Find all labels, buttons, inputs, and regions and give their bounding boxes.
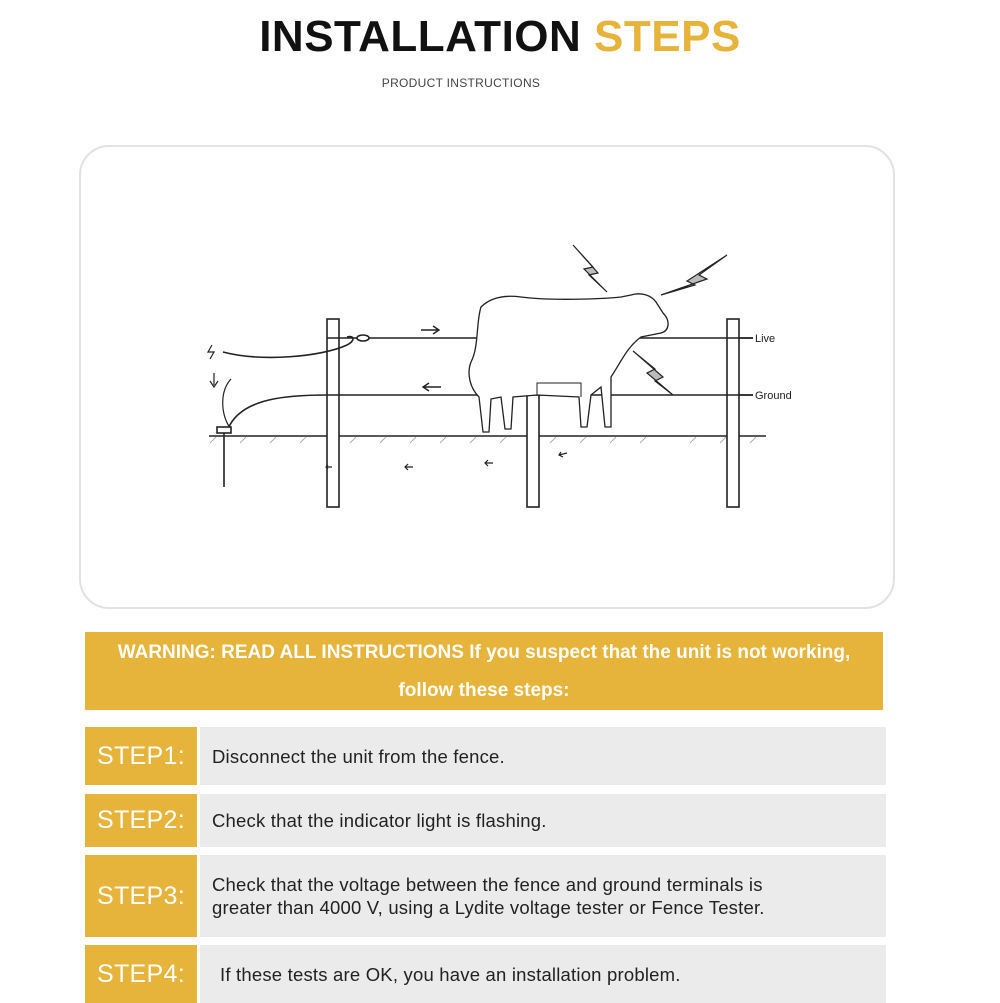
page-subtitle: PRODUCT INSTRUCTIONS [381,76,541,90]
page-title [0,12,1000,62]
fence-post-1 [327,319,339,507]
fence-diagram [81,147,897,611]
current-arrow-right [421,326,439,334]
ground-hatch [210,437,756,443]
step-text-content: Disconnect the unit from the fence. [212,745,505,767]
step-text [200,727,886,785]
step-row-2 [85,794,886,847]
terminal-wire [223,379,231,429]
step-label: STEP1: [85,727,197,785]
title-part-2: STEPS [594,12,741,61]
current-arrow-left [423,383,441,391]
lightning-bolt-3 [633,351,673,395]
step-label: STEP4: [85,945,197,1003]
step-text-content: Check that the voltage between the fence and ground terminals is greater than 4000 V, using a Lydite voltage tester or Fence Tester. [212,874,765,918]
lightning-symbol [208,345,214,359]
title-part-1: INSTALLATION [259,12,582,61]
fence-diagram-card [79,145,895,609]
lightning-bolt-1 [573,245,607,292]
warning-banner: WARNING: READ ALL INSTRUCTIONS If you suspect that the unit is not working, follow these steps: [85,632,883,710]
step-label: STEP3: [85,855,197,937]
step-text-content: Check that the indicator light is flashing. [212,810,547,831]
step-row-3 [85,855,886,937]
cow [469,294,668,432]
step-text [200,855,886,937]
step-row-4 [85,945,886,1003]
lightning-bolt-2 [661,255,727,295]
insulator [357,335,369,341]
ground-lead-wire [228,395,327,429]
step-text-content: If these tests are OK, you have an installation problem. [220,963,681,985]
step-text [200,945,886,1003]
live-label: Live [755,333,776,345]
fence-post-3 [727,319,739,507]
step-text [200,794,886,847]
step-label: STEP2: [85,794,197,847]
ground-terminal [217,427,231,433]
step-row-1 [85,727,886,785]
ground-label: Ground [755,390,792,402]
